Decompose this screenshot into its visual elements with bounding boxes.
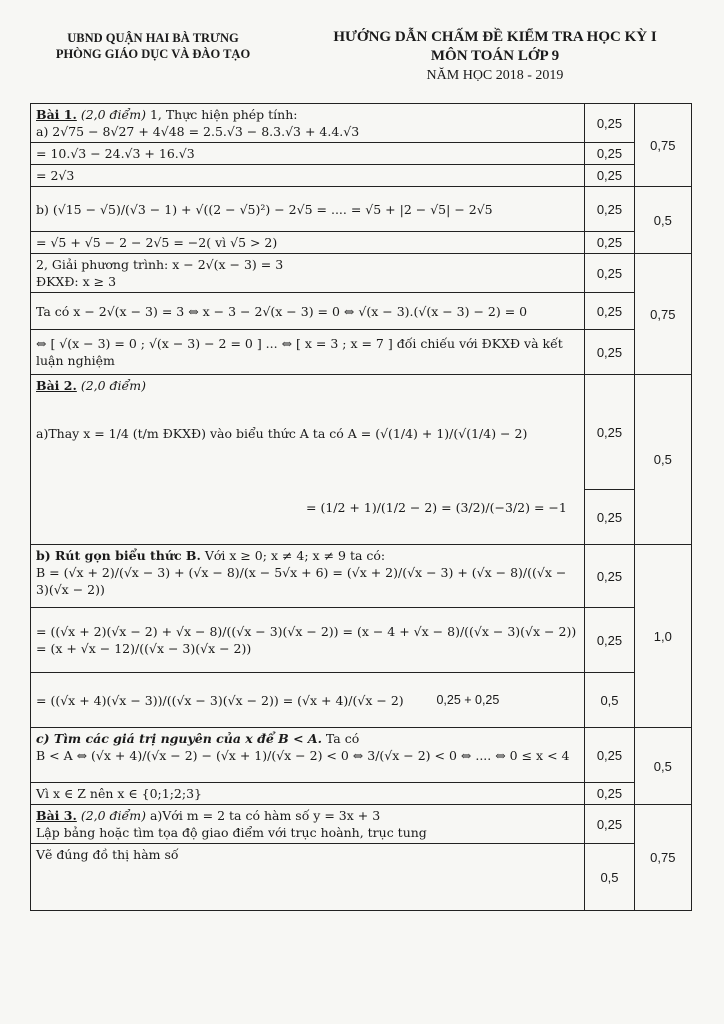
document-title — [285, 28, 705, 85]
total-cell: 0,5 — [634, 187, 691, 254]
bai2-c-line1: B < A ⇔ (√x + 4)/(√x − 2) − (√x + 1)/(√x − 2) < 0 ⇔ 3/(√x − 2) < 0 ⇔ .... ⇔ 0 ≤ x < 4 — [36, 748, 570, 763]
table-row — [31, 673, 692, 728]
score-cell: 0,5 — [585, 673, 634, 728]
bai1-p2-line1: 2, Giải phương trình: x − 2√(x − 3) = 3 — [36, 257, 284, 272]
bai1-p2-line2: ĐKXĐ: x ≥ 3 — [36, 274, 117, 289]
bai2-c-line2: Vì x ∈ Z nên x ∈ {0;1;2;3} — [31, 783, 585, 805]
score-cell: 0,25 — [585, 293, 634, 330]
score-cell: 0,25 — [585, 490, 634, 545]
table-row — [31, 254, 692, 293]
bai1-title: Bài 1. — [36, 107, 77, 122]
total-cell: 0,75 — [634, 104, 691, 187]
total-cell: 0,5 — [634, 728, 691, 805]
table-row — [31, 375, 692, 490]
bai1-a-line2: = 10.√3 − 24.√3 + 16.√3 — [31, 143, 585, 165]
title-line-1: HƯỚNG DẪN CHẤM ĐỀ KIỂM TRA HỌC KỲ I — [333, 29, 657, 45]
table-row — [31, 805, 692, 844]
score-cell: 0,25 — [585, 165, 634, 187]
table-row — [31, 232, 692, 254]
bai2-b-line2: = ((√x + 2)(√x − 2) + √x − 8)/((√x − 3)(√x − 2)) = (x − 4 + √x − 8)/((√x − 3)(√x − 2)) = (x + √x − 12)/((√x − 3)(√x − 2)) — [31, 608, 585, 673]
bai2-b-cond: Với x ≥ 0; x ≠ 4; x ≠ 9 ta có: — [200, 548, 386, 563]
score-cell: 0,25 — [585, 608, 634, 673]
bai1-a-line1: a) 2√75 − 8√27 + 4√48 = 2.5.√3 − 8.3.√3 + 4.4.√3 — [36, 124, 360, 139]
table-row — [31, 187, 692, 232]
bai2-points: (2,0 điểm) — [80, 378, 146, 393]
total-cell: 1,0 — [634, 545, 691, 728]
total-cell: 0,75 — [634, 254, 691, 375]
score-cell: 0,25 — [585, 254, 634, 293]
bai2-a-line1: a)Thay x = 1/4 (t/m ĐKXĐ) vào biểu thức A ta có A = (√(1/4) + 1)/(√(1/4) − 2) — [36, 426, 528, 441]
table-row — [31, 165, 692, 187]
score-cell: 0,25 — [585, 187, 634, 232]
inline-score: 0,25 + 0,25 — [436, 692, 500, 707]
score-cell: 0,25 — [585, 783, 634, 805]
bai2-c-suffix: Ta có — [321, 731, 360, 746]
bai1-b-line2: = √5 + √5 − 2 − 2√5 = −2( vì √5 > 2) — [31, 232, 585, 254]
bai3-a-line3: Vẽ đúng đồ thị hàm số — [31, 844, 585, 911]
table-row — [31, 104, 692, 143]
org-line-2: PHÒNG GIÁO DỤC VÀ ĐÀO TẠO — [55, 47, 251, 61]
table-row — [31, 728, 692, 783]
bai3-a-line1: a)Với m = 2 ta có hàm số y = 3x + 3 — [145, 808, 381, 823]
score-cell: 0,25 — [585, 330, 634, 375]
bai1-points: (2,0 điểm) — [80, 107, 146, 122]
score-cell: 0,25 — [585, 143, 634, 165]
grading-table — [30, 103, 692, 911]
bai1-a-line3: = 2√3 — [31, 165, 585, 187]
org-line-1: UBND QUẬN HAI BÀ TRƯNG — [67, 31, 239, 45]
bai2-b-title: b) Rút gọn biểu thức B. — [36, 548, 201, 563]
bai2-title: Bài 2. — [36, 378, 77, 393]
bai2-c-title: c) Tìm các giá trị nguyên của x để B < A. — [36, 731, 322, 746]
score-cell: 0,5 — [585, 844, 634, 911]
score-cell: 0,25 — [585, 728, 634, 783]
bai3-points: (2,0 điểm) — [80, 808, 146, 823]
score-cell: 0,25 — [585, 805, 634, 844]
table-row — [31, 844, 692, 911]
bai1-p2-line3: Ta có x − 2√(x − 3) = 3 ⇔ x − 3 − 2√(x − 3) = 0 ⇔ √(x − 3).(√(x − 3) − 2) = 0 — [31, 293, 585, 330]
table-row — [31, 143, 692, 165]
score-cell: 0,25 — [585, 104, 634, 143]
score-cell: 0,25 — [585, 232, 634, 254]
bai1-b-line1: b) (√15 − √5)/(√3 − 1) + √((2 − √5)²) − 2√5 = .... = √5 + |2 − √5| − 2√5 — [31, 187, 585, 232]
bai3-title: Bài 3. — [36, 808, 77, 823]
total-cell: 0,5 — [634, 375, 691, 545]
table-row — [31, 545, 692, 608]
bai2-a-line2: = (1/2 + 1)/(1/2 − 2) = (3/2)/(−3/2) = −1 — [306, 500, 567, 515]
score-cell: 0,25 — [585, 545, 634, 608]
bai2-b-line3: = ((√x + 4)(√x − 3))/((√x − 3)(√x − 2)) = (√x + 4)/(√x − 2) — [36, 692, 404, 708]
organization-header — [28, 30, 278, 62]
table-row — [31, 608, 692, 673]
total-cell: 0,75 — [634, 805, 691, 911]
bai1-p2-line4: ⇔ [ √(x − 3) = 0 ; √(x − 3) − 2 = 0 ] ... ⇔ [ x = 3 ; x = 7 ] đối chiếu với ĐKXĐ và kết luận nghiệm — [31, 330, 585, 375]
bai3-a-line2: Lập bảng hoặc tìm tọa độ giao điểm với trục hoành, trục tung — [36, 825, 427, 840]
bai1-intro: 1, Thực hiện phép tính: — [145, 107, 298, 122]
bai2-b-line1: B = (√x + 2)/(√x − 3) + (√x − 8)/(x − 5√x + 6) = (√x + 2)/(√x − 3) + (√x − 8)/((√x − 3)(√x − 2)) — [36, 565, 567, 597]
score-cell: 0,25 — [585, 375, 634, 490]
table-row — [31, 783, 692, 805]
school-year: NĂM HỌC 2018 - 2019 — [426, 68, 564, 83]
table-row — [31, 293, 692, 330]
table-row — [31, 330, 692, 375]
title-line-2: MÔN TOÁN LỚP 9 — [430, 48, 560, 64]
